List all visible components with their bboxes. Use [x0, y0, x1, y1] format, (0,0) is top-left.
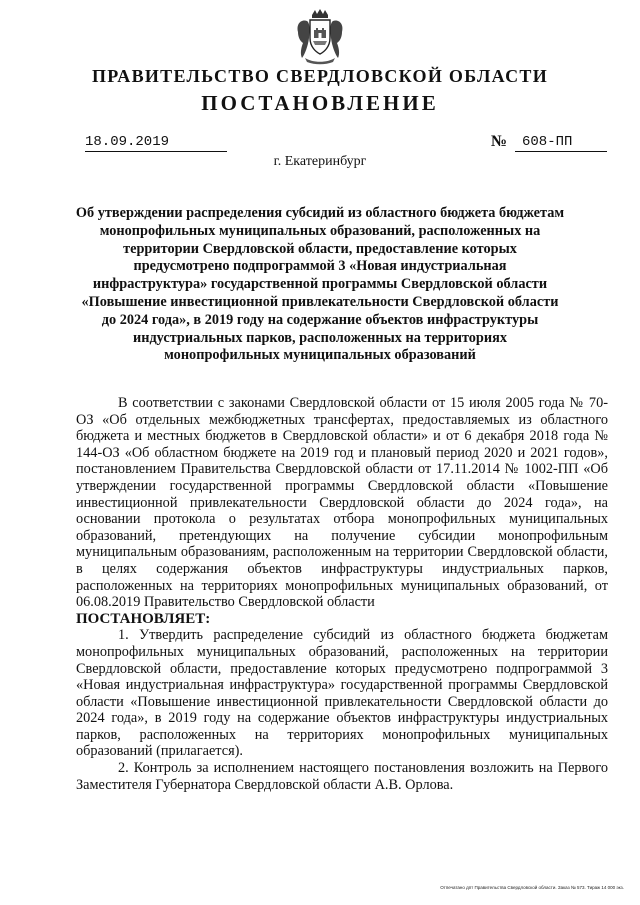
document-body: [76, 395, 608, 793]
city: г. Екатеринбург: [273, 154, 367, 169]
document-title: Об утверждении распределения субсидий из областного бюджета бюджетам монопрофильных муниципальных образований, расположенных на территории Свердловской области, предоставление которых предусмотрено подпрограммой 3 «Новая индустриальная инфраструктура» государственной программы Свердловской области «Повышение инвестиционной привлекательности Свердловской области до 2024 года», в 2019 году на содержание объектов инфраструктуры индустриальных парков, расположенных на территориях монопрофильных муниципальных образований: [75, 205, 565, 364]
document-type: ПОСТАНОВЛЕНИЕ: [201, 91, 439, 115]
resolve-heading: ПОСТАНОВЛЯЕТ:: [76, 610, 211, 627]
coat-of-arms-emblem: [293, 8, 347, 66]
document-number: 608-ПП: [515, 134, 607, 152]
number-sign: №: [491, 133, 508, 150]
document-date: 18.09.2019: [85, 134, 227, 152]
organization-title: ПРАВИТЕЛЬСТВО СВЕРДЛОВСКОЙ ОБЛАСТИ: [91, 66, 548, 86]
item-2-paragraph: 2. Контроль за исполнением настоящего постановления возложить на Первого Заместителя Губернатора Свердловской области А.В. Орлова.: [76, 760, 608, 793]
preamble-paragraph: В соответствии с законами Свердловской области от 15 июля 2005 года № 70-ОЗ «Об отдельных межбюджетных трансфертах, предоставляемых из областного бюджета и местных бюджетов в Свердловской области» и от 6 декабря 2018 года № 144-ОЗ «Об областном бюджете на 2019 год и плановый период 2020 и 2021 годов», постановлением Правительства Свердловской области от 17.11.2014 № 1002-ПП «Об утверждении государственной программы Свердловской области «Повышение инвестиционной привлекательности Свердловской области до 2024 года», на основании протокола о результатах отбора монопрофильных муниципальных образований, претендующих на получение субсидии монопрофильным муниципальным образованиям, расположенным на территории Свердловской области, в целях содержания объектов инфраструктуры индустриальных парков, расположенных на территориях монопрофильных муниципальных образований, от 06.08.2019 Правительство Свердловской области: [76, 395, 608, 611]
print-footer: Отпечатано дпт Правительства Свердловской области. Заказ № 573. Тираж 14 000 экз.: [440, 885, 624, 890]
item-1-paragraph: 1. Утвердить распределение субсидий из областного бюджета бюджетам монопрофильных муниципальных образований, расположенных на территории Свердловской области, предоставление которых предусмотрено подпрограммой 3 «Новая индустриальная инфраструктура» государственной программы Свердловской области «Повышение инвестиционной привлекательности Свердловской области до 2024 года», в 2019 году на содержание объектов инфраструктуры индустриальных парков, расположенных на территориях монопрофильных муниципальных образований (прилагается).: [76, 627, 608, 760]
